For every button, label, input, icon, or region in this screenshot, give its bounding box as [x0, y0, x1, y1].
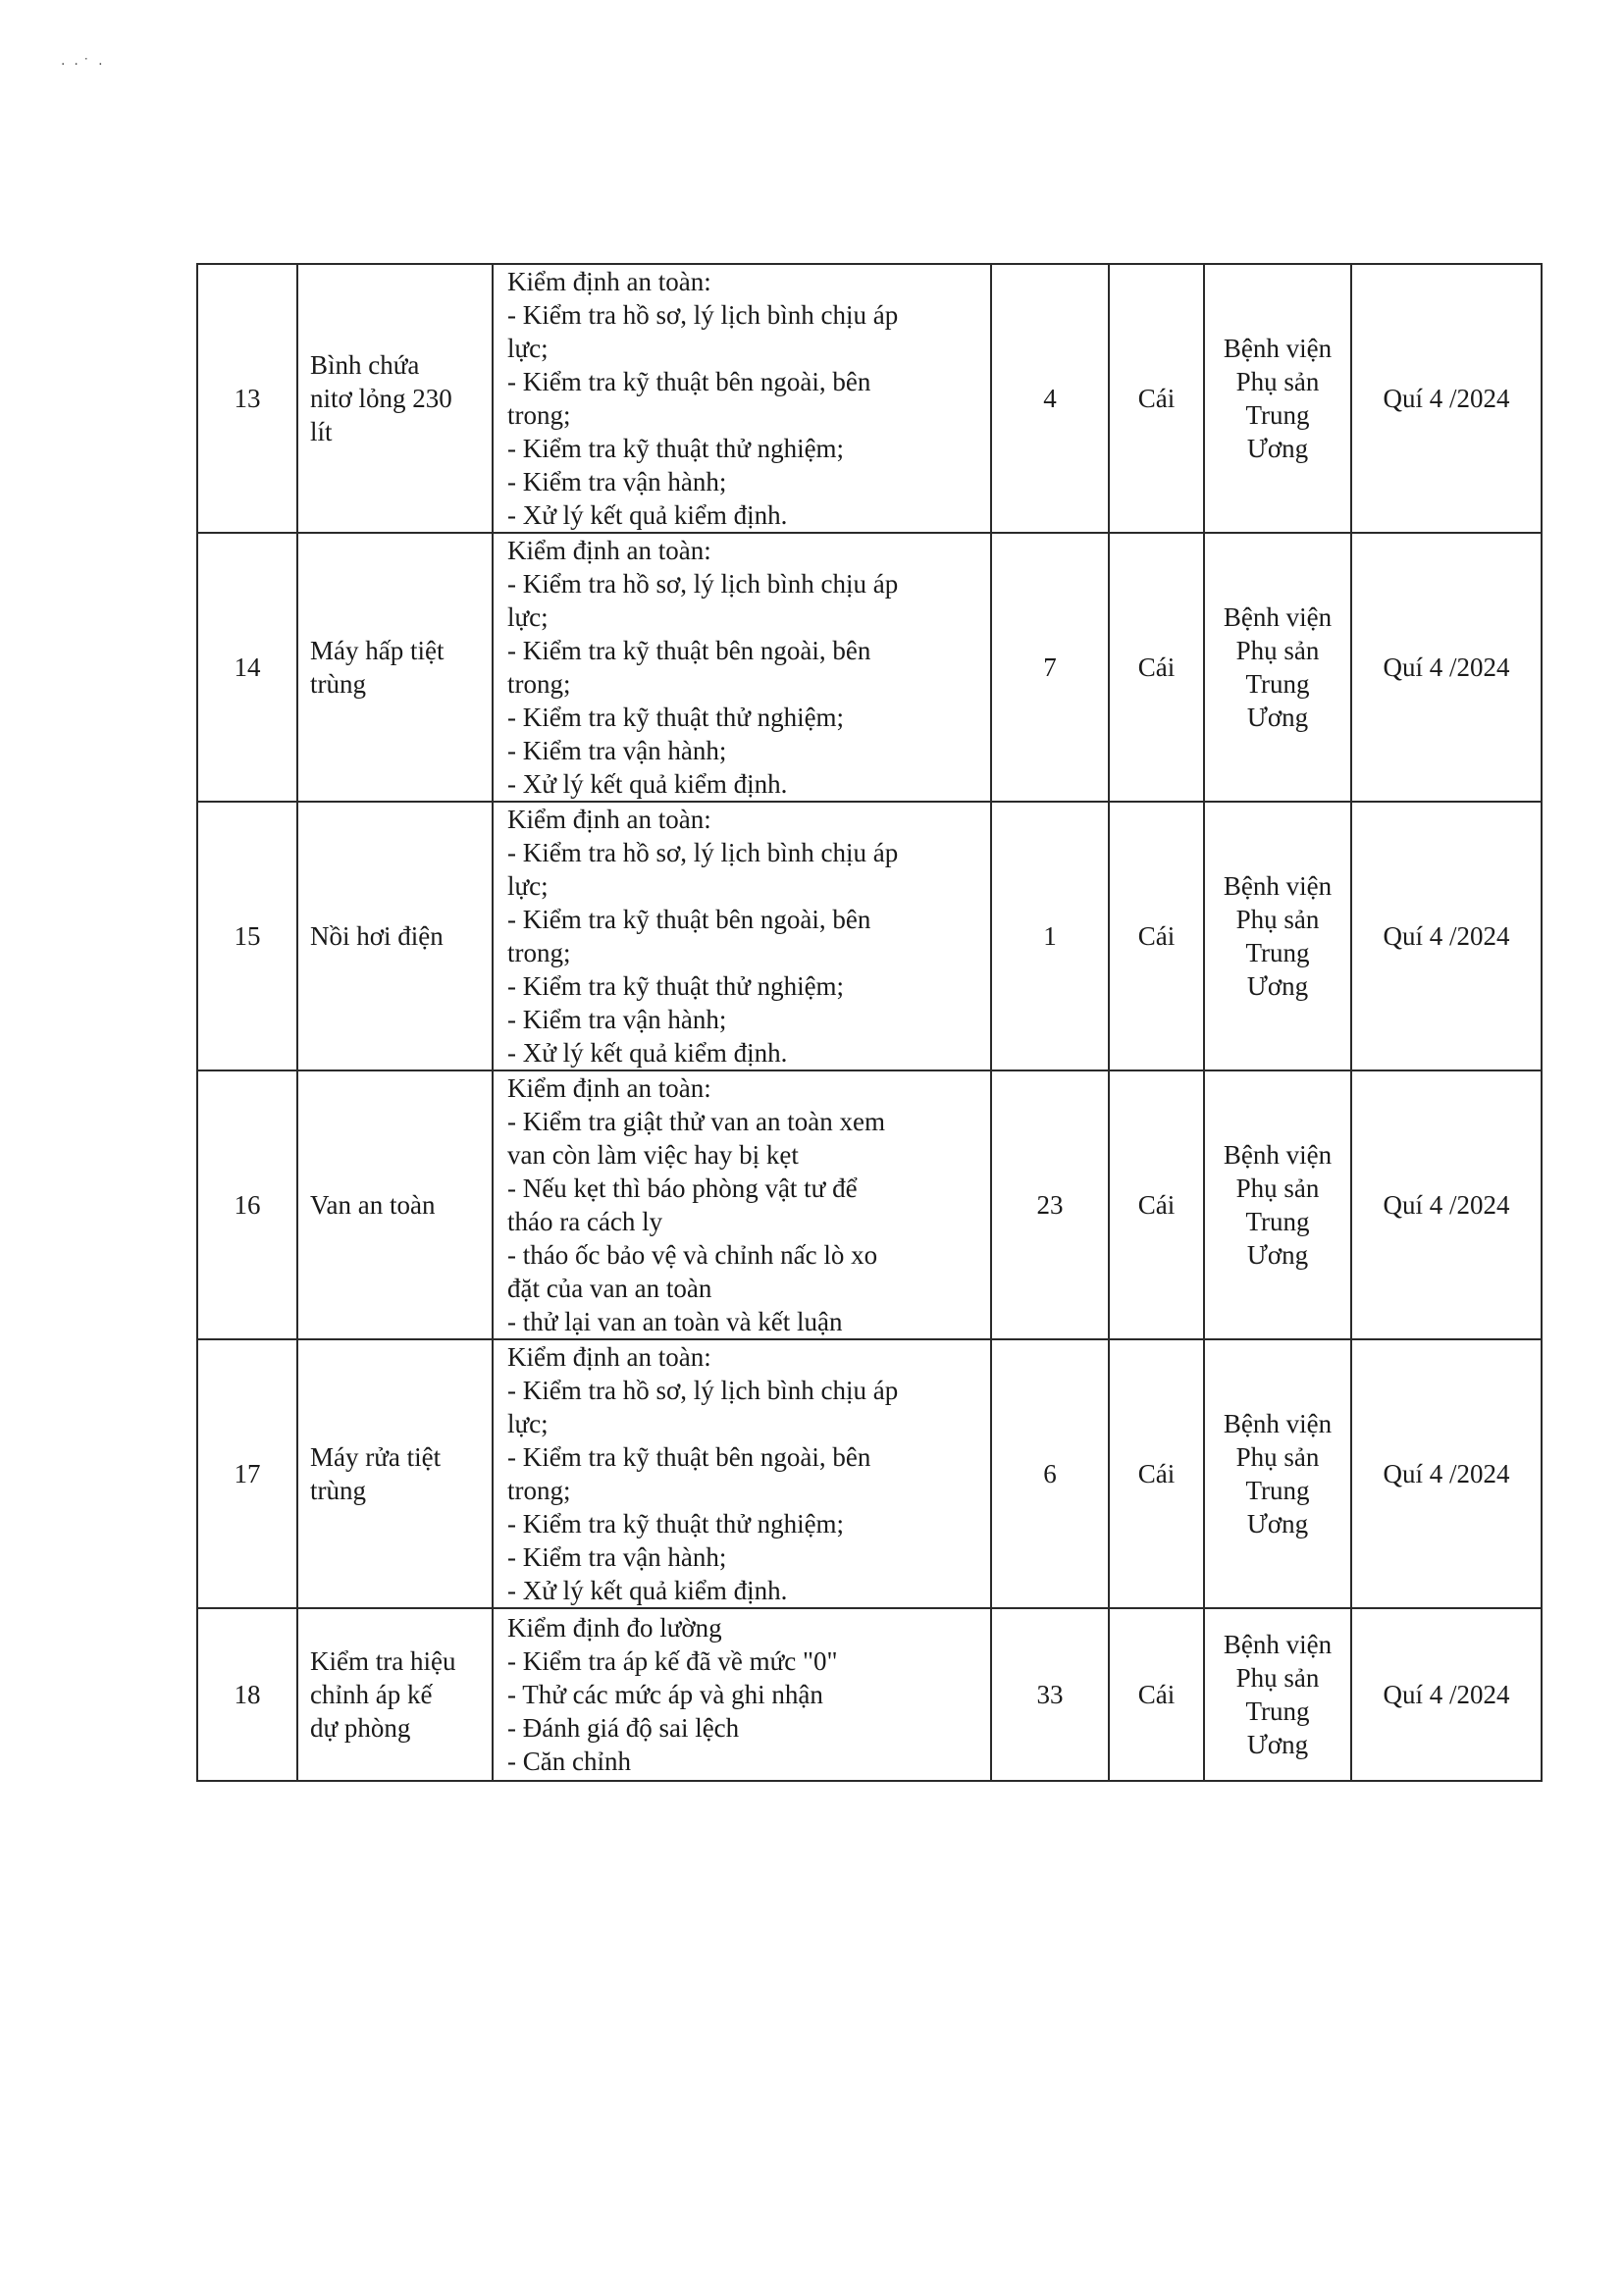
- location-line: Trung: [1245, 669, 1310, 699]
- table-row: [197, 533, 1542, 802]
- table-body: [197, 264, 1542, 1781]
- unit-cell: Cái: [1109, 1070, 1204, 1339]
- inspection-content-line: - Kiểm tra vận hành;: [507, 1542, 727, 1572]
- schedule-cell: Quí 4 /2024: [1351, 1070, 1542, 1339]
- location-line: Phụ sản: [1235, 636, 1320, 665]
- inspection-content-line: - Kiểm tra kỹ thuật bên ngoài, bên: [507, 367, 871, 396]
- inspection-content-line: - Kiểm tra kỹ thuật thử nghiệm;: [507, 703, 845, 732]
- inspection-content-line: trong;: [507, 400, 571, 430]
- location-line: Trung: [1245, 400, 1310, 430]
- inspection-content-cell: [493, 264, 991, 533]
- equipment-name-cell: [297, 533, 493, 802]
- inspection-content-line: - Kiểm tra vận hành;: [507, 1005, 727, 1034]
- schedule-cell: Quí 4 /2024: [1351, 1339, 1542, 1608]
- inspection-content-line: - Kiểm tra giật thử van an toàn xem: [507, 1107, 886, 1136]
- equipment-name-cell: [297, 1608, 493, 1781]
- location-line: Trung: [1245, 938, 1310, 967]
- table-row: [197, 1339, 1542, 1608]
- location-line: Ương: [1246, 1730, 1309, 1759]
- inspection-content-line: lực;: [507, 602, 549, 632]
- equipment-name-line: lít: [310, 417, 333, 446]
- inspection-content-line: - Nếu kẹt thì báo phòng vật tư để: [507, 1174, 858, 1203]
- location-line: Trung: [1245, 1207, 1310, 1236]
- row-number-cell: 17: [197, 1339, 297, 1608]
- location-line: Bệnh viện: [1223, 1630, 1333, 1659]
- inspection-content-cell: [493, 1070, 991, 1339]
- inspection-content-line: - Kiểm tra hồ sơ, lý lịch bình chịu áp: [507, 569, 899, 599]
- inspection-content-line: trong;: [507, 669, 571, 699]
- equipment-name-cell: [297, 802, 493, 1070]
- location-cell: [1204, 1608, 1351, 1781]
- inspection-content-line: - Kiểm tra hồ sơ, lý lịch bình chịu áp: [507, 838, 899, 867]
- location-cell: [1204, 264, 1351, 533]
- quantity-cell: 33: [991, 1608, 1109, 1781]
- inspection-content-cell: [493, 1339, 991, 1608]
- inspection-content-line: Kiểm định an toàn:: [507, 1073, 711, 1103]
- table-row: [197, 264, 1542, 533]
- scan-speck-mark: · · ˙ ·: [61, 57, 103, 73]
- location-line: Phụ sản: [1235, 1442, 1320, 1472]
- unit-cell: Cái: [1109, 802, 1204, 1070]
- equipment-name-line: trùng: [310, 1476, 366, 1505]
- location-line: Bệnh viện: [1223, 1140, 1333, 1170]
- inspection-content-line: - Kiểm tra vận hành;: [507, 467, 727, 496]
- equipment-name-line: dự phòng: [310, 1713, 411, 1743]
- schedule-cell: Quí 4 /2024: [1351, 1608, 1542, 1781]
- inspection-content-line: - Đánh giá độ sai lệch: [507, 1713, 740, 1743]
- location-line: Bệnh viện: [1223, 334, 1333, 363]
- location-line: Bệnh viện: [1223, 871, 1333, 901]
- inspection-content-line: Kiểm định an toàn:: [507, 267, 711, 296]
- inspection-content-line: Kiểm định an toàn:: [507, 1342, 711, 1372]
- row-number-cell: 14: [197, 533, 297, 802]
- inspection-content-line: - Xử lý kết quả kiểm định.: [507, 1038, 788, 1068]
- inspection-content-line: - thử lại van an toàn và kết luận: [507, 1307, 843, 1336]
- table-row: [197, 1608, 1542, 1781]
- inspection-content-line: - Kiểm tra kỹ thuật bên ngoài, bên: [507, 1442, 871, 1472]
- location-line: Ương: [1246, 703, 1309, 732]
- inspection-content-line: trong;: [507, 938, 571, 967]
- row-number-cell: 16: [197, 1070, 297, 1339]
- inspection-content-line: - Xử lý kết quả kiểm định.: [507, 1576, 788, 1605]
- unit-cell: Cái: [1109, 1339, 1204, 1608]
- inspection-content-line: - Xử lý kết quả kiểm định.: [507, 769, 788, 799]
- location-line: Phụ sản: [1235, 1663, 1320, 1693]
- equipment-name-line: Nồi hơi điện: [310, 921, 444, 951]
- inspection-content-line: - Căn chỉnh: [507, 1747, 631, 1776]
- location-line: Ương: [1246, 1240, 1309, 1270]
- inspection-content-line: - Kiểm tra kỹ thuật bên ngoài, bên: [507, 905, 871, 934]
- location-line: Bệnh viện: [1223, 602, 1333, 632]
- inspection-content-cell: [493, 1608, 991, 1781]
- location-line: Ương: [1246, 971, 1309, 1001]
- equipment-name-line: Van an toàn: [310, 1190, 436, 1220]
- equipment-name-cell: [297, 264, 493, 533]
- schedule-cell: Quí 4 /2024: [1351, 533, 1542, 802]
- row-number-cell: 13: [197, 264, 297, 533]
- location-cell: [1204, 533, 1351, 802]
- inspection-content-line: Kiểm định đo lường: [507, 1613, 722, 1643]
- inspection-content-line: lực;: [507, 871, 549, 901]
- inspection-content-line: - Kiểm tra hồ sơ, lý lịch bình chịu áp: [507, 300, 899, 330]
- quantity-cell: 23: [991, 1070, 1109, 1339]
- equipment-name-line: Máy hấp tiệt: [310, 636, 445, 665]
- inspection-content-line: van còn làm việc hay bị kẹt: [507, 1140, 799, 1170]
- location-line: Ương: [1246, 1509, 1309, 1539]
- inspection-content-line: - Kiểm tra kỹ thuật thử nghiệm;: [507, 434, 845, 463]
- location-line: Phụ sản: [1235, 1174, 1320, 1203]
- inspection-content-line: - Xử lý kết quả kiểm định.: [507, 500, 788, 530]
- equipment-inspection-table: [196, 263, 1543, 1782]
- inspection-content-line: - Kiểm tra hồ sơ, lý lịch bình chịu áp: [507, 1376, 899, 1405]
- inspection-content-line: - Kiểm tra kỹ thuật thử nghiệm;: [507, 971, 845, 1001]
- unit-cell: Cái: [1109, 264, 1204, 533]
- equipment-name-line: chỉnh áp kế: [310, 1680, 433, 1709]
- inspection-content-line: lực;: [507, 1409, 549, 1438]
- equipment-name-line: nitơ lỏng 230: [310, 384, 452, 413]
- row-number-cell: 15: [197, 802, 297, 1070]
- inspection-content-line: lực;: [507, 334, 549, 363]
- location-line: Trung: [1245, 1696, 1310, 1726]
- inspection-content-line: tháo ra cách ly: [507, 1207, 663, 1236]
- inspection-content-line: - Kiểm tra vận hành;: [507, 736, 727, 765]
- equipment-name-line: Bình chứa: [310, 350, 420, 380]
- table-row: [197, 802, 1542, 1070]
- equipment-name-line: Máy rửa tiệt: [310, 1442, 442, 1472]
- unit-cell: Cái: [1109, 533, 1204, 802]
- schedule-cell: Quí 4 /2024: [1351, 264, 1542, 533]
- quantity-cell: 4: [991, 264, 1109, 533]
- location-line: Phụ sản: [1235, 367, 1320, 396]
- quantity-cell: 1: [991, 802, 1109, 1070]
- inspection-content-cell: [493, 802, 991, 1070]
- inspection-content-line: Kiểm định an toàn:: [507, 536, 711, 565]
- inspection-content-line: Kiểm định an toàn:: [507, 805, 711, 834]
- equipment-name-line: Kiểm tra hiệu: [310, 1646, 456, 1676]
- quantity-cell: 7: [991, 533, 1109, 802]
- inspection-content-line: trong;: [507, 1476, 571, 1505]
- inspection-content-cell: [493, 533, 991, 802]
- table-row: [197, 1070, 1542, 1339]
- equipment-name-cell: [297, 1339, 493, 1608]
- location-cell: [1204, 802, 1351, 1070]
- inspection-content-line: - Kiểm tra kỹ thuật thử nghiệm;: [507, 1509, 845, 1539]
- row-number-cell: 18: [197, 1608, 297, 1781]
- inspection-content-line: - Thử các mức áp và ghi nhận: [507, 1680, 823, 1709]
- location-line: Bệnh viện: [1223, 1409, 1333, 1438]
- inspection-content-line: - Kiểm tra kỹ thuật bên ngoài, bên: [507, 636, 871, 665]
- equipment-name-line: trùng: [310, 669, 366, 699]
- location-cell: [1204, 1070, 1351, 1339]
- equipment-name-cell: [297, 1070, 493, 1339]
- quantity-cell: 6: [991, 1339, 1109, 1608]
- schedule-cell: Quí 4 /2024: [1351, 802, 1542, 1070]
- location-line: Phụ sản: [1235, 905, 1320, 934]
- inspection-content-line: - tháo ốc bảo vệ và chỉnh nấc lò xo: [507, 1240, 878, 1270]
- inspection-content-line: - Kiểm tra áp kế đã về mức "0": [507, 1646, 838, 1676]
- unit-cell: Cái: [1109, 1608, 1204, 1781]
- inspection-content-line: đặt của van an toàn: [507, 1274, 712, 1303]
- location-line: Ương: [1246, 434, 1309, 463]
- location-cell: [1204, 1339, 1351, 1608]
- location-line: Trung: [1245, 1476, 1310, 1505]
